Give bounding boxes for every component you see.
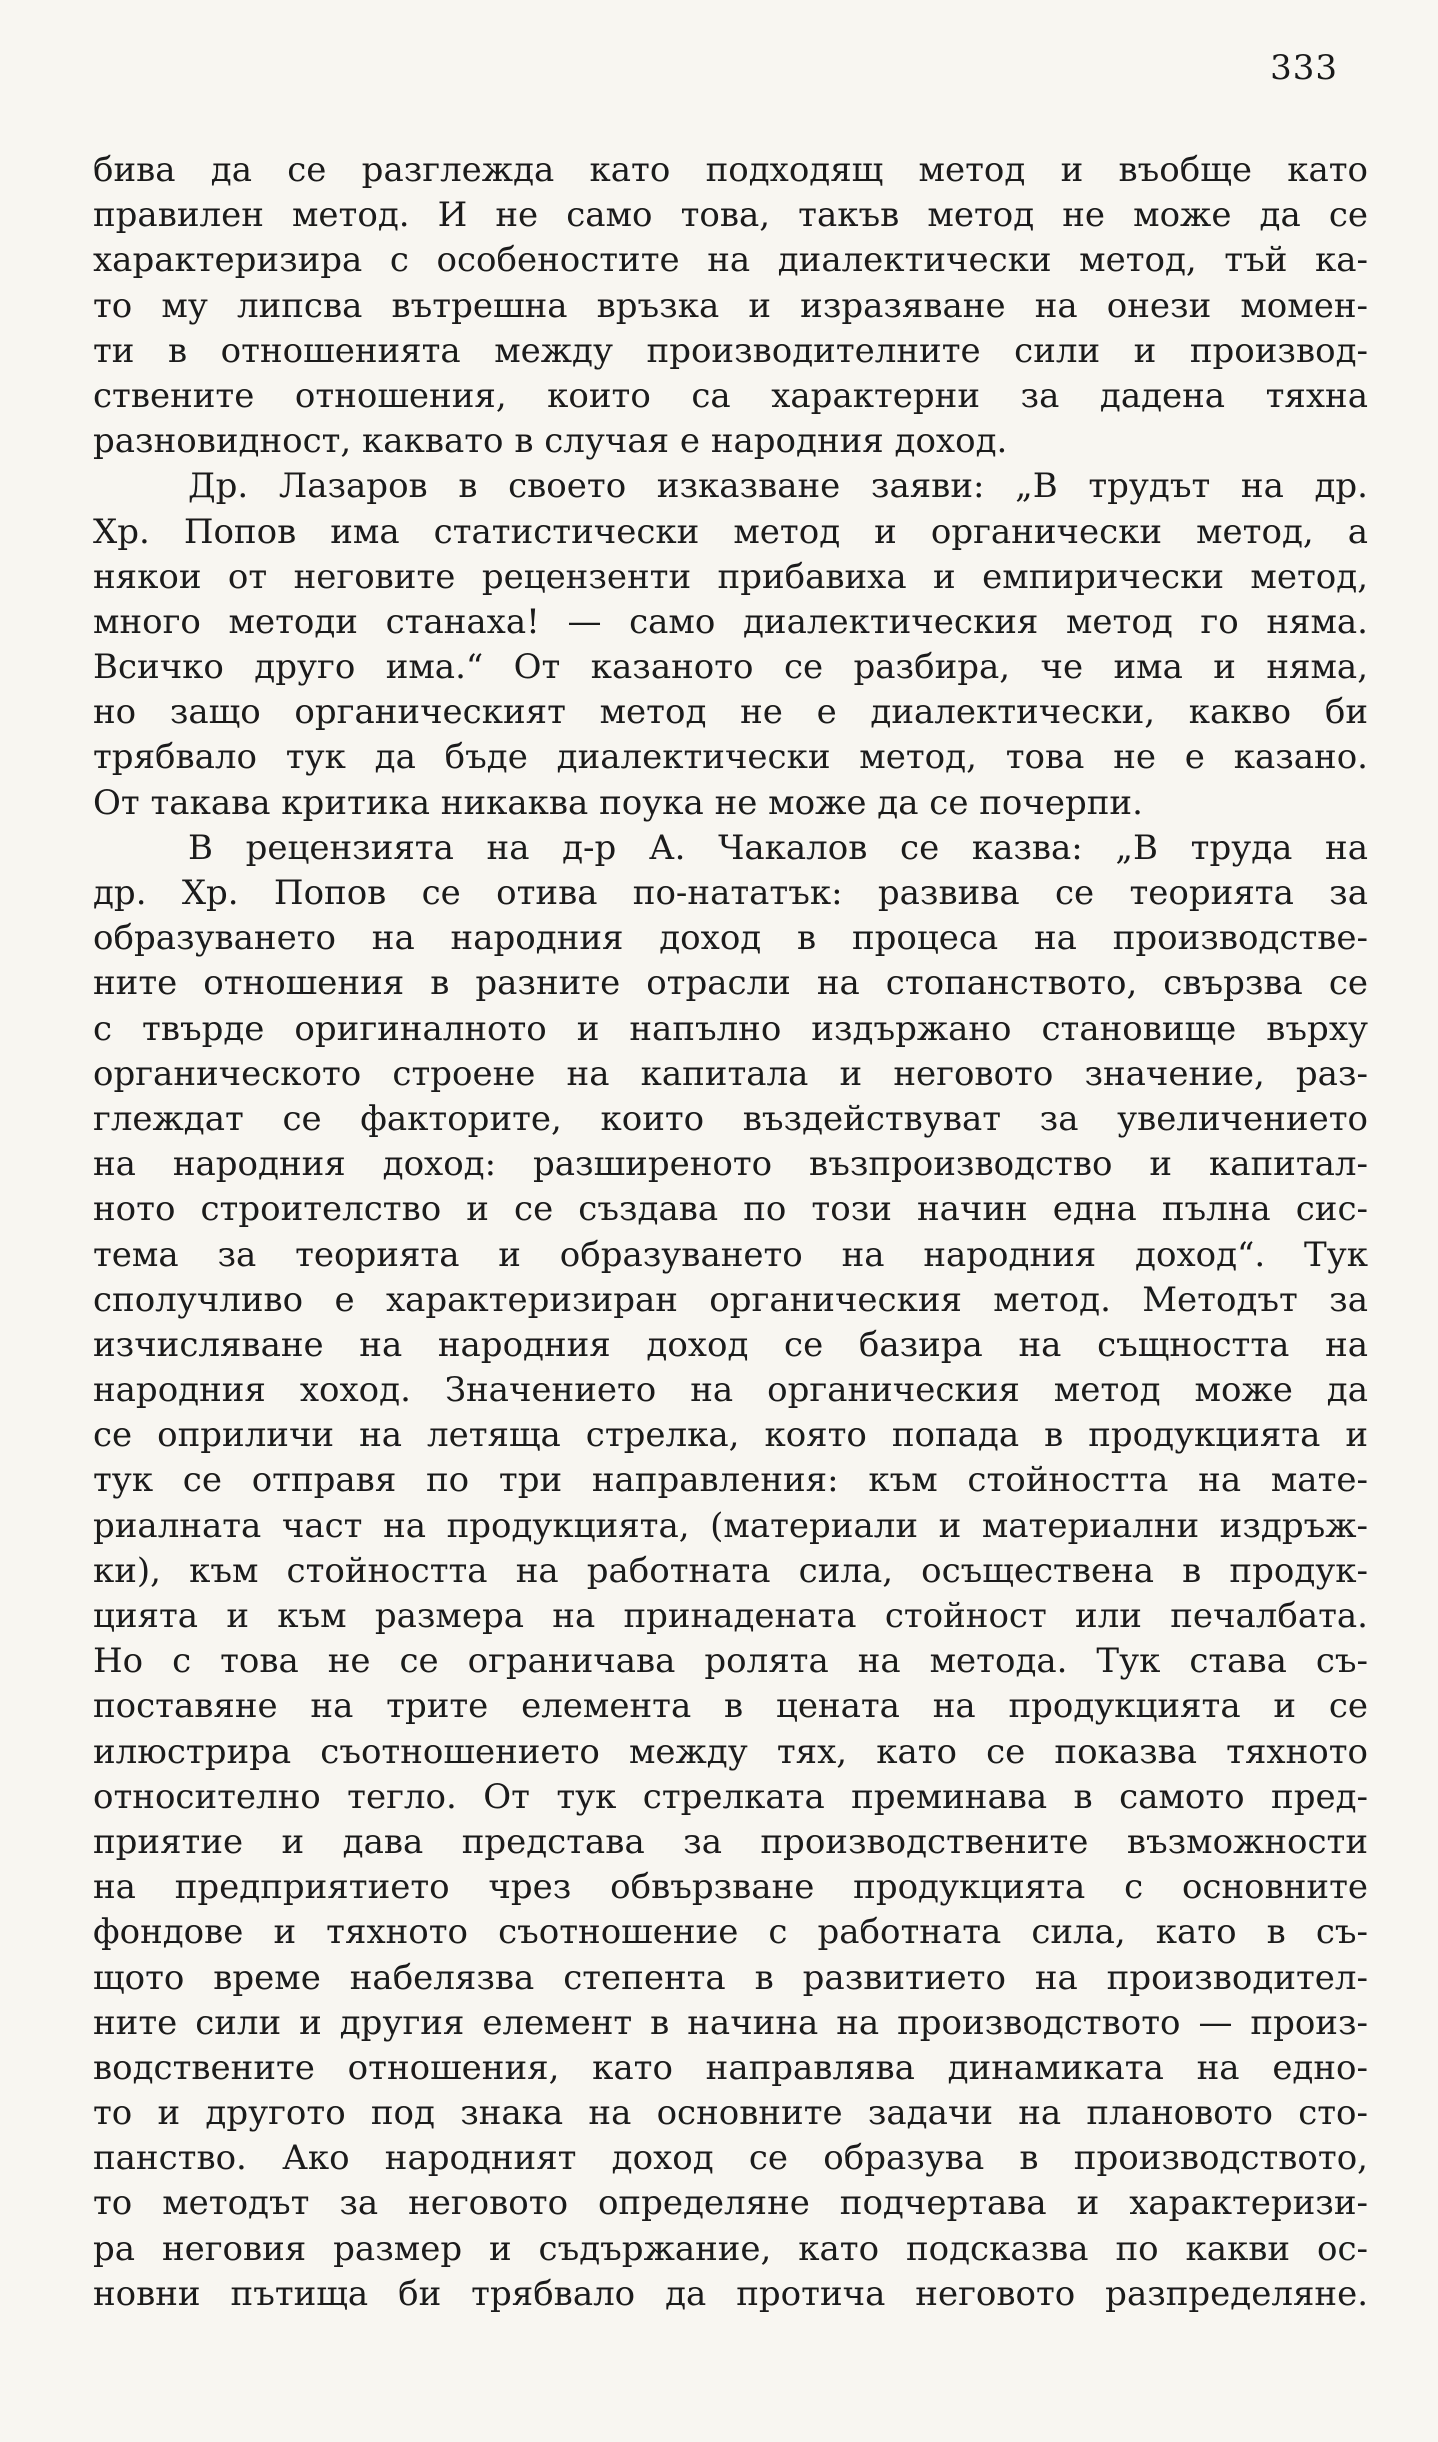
text-line: ното строителство и се създава по този начин една пълна сис- [93,1189,1368,1230]
text-line: ра неговия размер и съдържание, като подсказва по какви ос- [93,2228,1368,2269]
text-line: разновидност, каквато в случая е народния доход. [93,421,1008,462]
text-line: ствените отношения, които са характерни за дадена тяхна [93,375,1368,416]
text-line: трябвало тук да бъде диалектически метод, това не е казано. [93,737,1368,778]
text-line: водствените отношения, като направлява динамиката на едно- [93,2047,1368,2088]
text-line: някои от неговите рецензенти прибавиха и емпирически метод, [93,556,1368,597]
text-line: правилен метод. И не само това, такъв метод не може да се [93,195,1368,236]
text-line: относително тегло. От тук стрелката преминава в самото пред- [93,1776,1368,1817]
text-line: то методът за неговото определяне подчертава и характеризи- [93,2183,1368,2224]
text-line: тук се отправя по три направления: към стойността на мате- [93,1460,1368,1501]
text-line: на предприятието чрез обвързване продукцията с основните [93,1867,1368,1908]
text-line: Но с това не се ограничава ролята на метода. Тук става съ- [93,1641,1368,1682]
text-line: От такава критика никаква поука не може да се почерпи. [93,782,1143,823]
text-line: др. Хр. Попов се отива по-нататък: развива се теорията за [93,873,1368,913]
text-line: тема за теорията и образуването на народния доход“. Тук [93,1234,1368,1275]
text-line: сполучливо е характеризиран органическия метод. Методът за [93,1279,1368,1320]
text-line: органическото строене на капитала и неговото значение, раз- [93,1053,1368,1094]
text-line: В рецензията на д-р А. Чакалов се казва: „В труда на [188,827,1368,868]
text-line: образуването на народния доход в процеса на производстве- [93,918,1368,959]
text-line: ки), към стойността на работната сила, осъществена в продук- [93,1550,1368,1591]
text-line: ните отношения в разните отрасли на стопанството, свързва се [93,963,1368,1004]
text-line: Хр. Попов има статистически метод и органически метод, а [93,511,1368,552]
text-line: поставяне на трите елемента в цената на продукцията и се [93,1686,1368,1727]
text-line: с твърде оригиналното и напълно издържано становище върху [93,1008,1368,1049]
text-line: илюстрира съотношението между тях, като се показва тяхното [93,1731,1368,1772]
text-line: Др. Лазаров в своето изказване заяви: „В трудът на др. [188,466,1368,507]
text-line: ните сили и другия елемент в начина на производството — произ- [93,2002,1368,2043]
text-line: цията и към размера на принадената стойност или печалбата. [93,1596,1368,1636]
text-line: изчисляване на народния доход се базира на същността на [93,1324,1368,1365]
text-line: то и другото под знака на основните задачи на плановото сто- [93,2093,1368,2134]
text-line: характеризира с особеностите на диалектически метод, тъй ка- [93,240,1368,281]
text-line: то му липсва вътрешна връзка и изразяване на онези момен- [93,285,1368,326]
text-line: бива да се разглежда като подходящ метод и въобще като [93,150,1368,190]
text-line: новни пътища би трябвало да протича неговото разпределяне. [93,2273,1368,2314]
text-line: фондове и тяхното съотношение с работната сила, като в съ- [93,1912,1368,1953]
text-line: риалната част на продукцията, (материали и материални издръж- [93,1505,1368,1546]
text-line: приятие и дава представа за производствените възможности [93,1821,1368,1862]
text-line: се оприличи на летяща стрелка, която попада в продукцията и [93,1415,1368,1456]
body-text [93,148,1368,2317]
text-line: ти в отношенията между производителните сили и производ- [93,330,1368,371]
text-line: народния хоход. Значението на органическия метод може да [93,1370,1368,1411]
text-line: панство. Ако народният доход се образува в производството, [93,2138,1368,2179]
text-line: но защо органическият метод не е диалектически, какво би [93,692,1368,733]
text-line: щото време набелязва степента в развитието на производител- [93,1957,1368,1998]
page-number: 333 [1270,48,1338,88]
text-line: на народния доход: разширеното възпроизводство и капитал- [93,1144,1368,1185]
text-line: Всичко друго има.“ От казаното се разбира, че има и няма, [93,647,1368,688]
text-line: много методи станаха! — само диалектическия метод го няма. [93,601,1368,642]
text-line: глеждат се факторите, които въздействуват за увеличението [93,1098,1368,1139]
